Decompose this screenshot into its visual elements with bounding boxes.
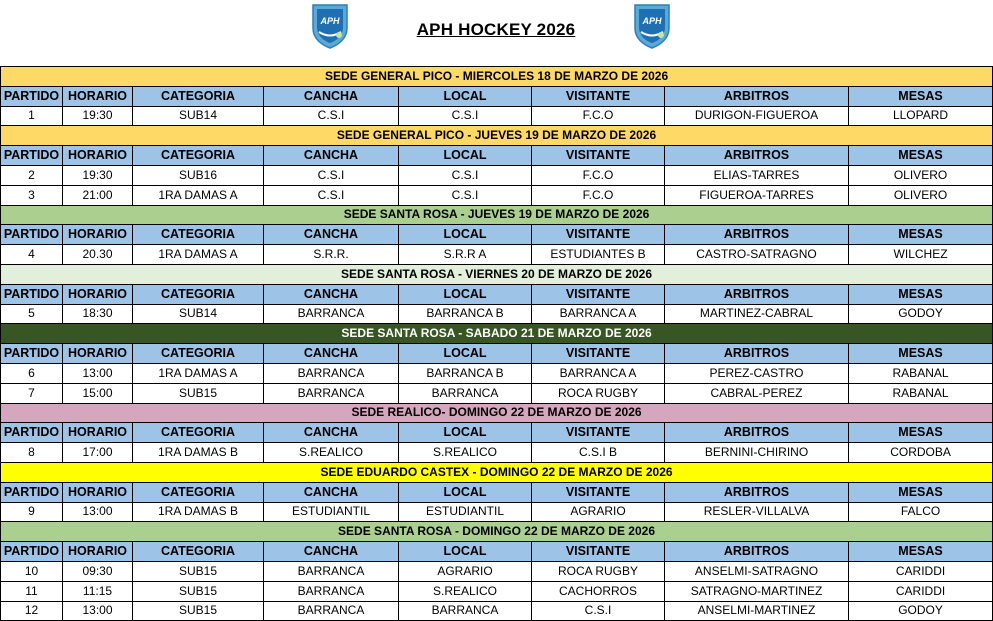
column-header-mesas: MESAS bbox=[849, 542, 993, 562]
column-header-arbitros: ARBITROS bbox=[665, 423, 849, 443]
column-header-cancha: CANCHA bbox=[264, 86, 399, 106]
match-categoria-cell: SUB15 bbox=[133, 581, 264, 601]
match-categoria-cell: SUB15 bbox=[133, 601, 264, 621]
match-row bbox=[1, 383, 993, 403]
match-row bbox=[1, 443, 993, 463]
match-categoria-cell: 1RA DAMAS A bbox=[133, 245, 264, 265]
match-arbitros-cell: ELIAS-TARRES bbox=[665, 165, 849, 185]
match-row bbox=[1, 581, 993, 601]
column-header-cancha: CANCHA bbox=[264, 344, 399, 364]
column-header-visitante: VISITANTE bbox=[532, 542, 665, 562]
match-local-cell: BARRANCA B bbox=[399, 304, 532, 324]
venue-header-row bbox=[1, 462, 993, 482]
match-visitante-cell: C.S.I bbox=[532, 601, 665, 621]
match-visitante-cell: C.S.I B bbox=[532, 443, 665, 463]
venue-header-row bbox=[1, 403, 993, 423]
column-header-mesas: MESAS bbox=[849, 86, 993, 106]
column-header-visitante: VISITANTE bbox=[532, 146, 665, 166]
column-header-partido: PARTIDO bbox=[1, 423, 63, 443]
match-categoria-cell: 1RA DAMAS A bbox=[133, 185, 264, 205]
match-cancha-cell: BARRANCA bbox=[264, 561, 399, 581]
logo-text-left: APH bbox=[320, 16, 340, 26]
match-row bbox=[1, 363, 993, 383]
column-header-categoria: CATEGORIA bbox=[133, 482, 264, 502]
match-row bbox=[1, 304, 993, 324]
match-visitante-cell: AGRARIO bbox=[532, 502, 665, 522]
match-cancha-cell: BARRANCA bbox=[264, 304, 399, 324]
match-local-cell: BARRANCA bbox=[399, 601, 532, 621]
column-header-categoria: CATEGORIA bbox=[133, 225, 264, 245]
match-categoria-cell: SUB14 bbox=[133, 106, 264, 126]
venue-header-row bbox=[1, 67, 993, 87]
match-mesas-cell: CORDOBA bbox=[849, 443, 993, 463]
column-header-arbitros: ARBITROS bbox=[665, 225, 849, 245]
column-header-row bbox=[1, 542, 993, 562]
match-partido-cell: 8 bbox=[1, 443, 63, 463]
match-arbitros-cell: DURIGON-FIGUEROA bbox=[665, 106, 849, 126]
match-mesas-cell: OLIVERO bbox=[849, 165, 993, 185]
match-cancha-cell: C.S.I bbox=[264, 185, 399, 205]
column-header-row bbox=[1, 225, 993, 245]
column-header-mesas: MESAS bbox=[849, 284, 993, 304]
column-header-categoria: CATEGORIA bbox=[133, 423, 264, 443]
column-header-horario: HORARIO bbox=[63, 542, 133, 562]
match-arbitros-cell: FIGUEROA-TARRES bbox=[665, 185, 849, 205]
column-header-local: LOCAL bbox=[399, 225, 532, 245]
match-visitante-cell: F.C.O bbox=[532, 106, 665, 126]
column-header-horario: HORARIO bbox=[63, 225, 133, 245]
match-cancha-cell: S.REALICO bbox=[264, 443, 399, 463]
column-header-cancha: CANCHA bbox=[264, 146, 399, 166]
match-categoria-cell: SUB14 bbox=[133, 304, 264, 324]
match-categoria-cell: 1RA DAMAS A bbox=[133, 363, 264, 383]
venue-title: SEDE REALICO- DOMINGO 22 DE MARZO DE 2026 bbox=[1, 403, 993, 423]
column-header-mesas: MESAS bbox=[849, 146, 993, 166]
column-header-horario: HORARIO bbox=[63, 423, 133, 443]
column-header-visitante: VISITANTE bbox=[532, 225, 665, 245]
logo-text-right: APH bbox=[642, 16, 662, 26]
venue-header-row bbox=[1, 264, 993, 284]
match-partido-cell: 10 bbox=[1, 561, 63, 581]
match-local-cell: BARRANCA B bbox=[399, 363, 532, 383]
column-header-categoria: CATEGORIA bbox=[133, 284, 264, 304]
column-header-mesas: MESAS bbox=[849, 423, 993, 443]
venue-title: SEDE SANTA ROSA - SABADO 21 DE MARZO DE 2026 bbox=[1, 324, 993, 344]
venue-title: SEDE SANTA ROSA - DOMINGO 22 DE MARZO DE 2026 bbox=[1, 522, 993, 542]
match-local-cell: C.S.I bbox=[399, 106, 532, 126]
fixture-table bbox=[0, 66, 993, 621]
column-header-row bbox=[1, 284, 993, 304]
column-header-arbitros: ARBITROS bbox=[665, 86, 849, 106]
venue-header-row bbox=[1, 324, 993, 344]
column-header-categoria: CATEGORIA bbox=[133, 86, 264, 106]
match-partido-cell: 6 bbox=[1, 363, 63, 383]
column-header-local: LOCAL bbox=[399, 86, 532, 106]
match-local-cell: C.S.I bbox=[399, 185, 532, 205]
match-cancha-cell: BARRANCA bbox=[264, 581, 399, 601]
match-mesas-cell: CARIDDI bbox=[849, 561, 993, 581]
column-header-horario: HORARIO bbox=[63, 344, 133, 364]
match-row bbox=[1, 106, 993, 126]
venue-header-row bbox=[1, 126, 993, 146]
column-header-local: LOCAL bbox=[399, 423, 532, 443]
match-visitante-cell: ESTUDIANTES B bbox=[532, 245, 665, 265]
column-header-cancha: CANCHA bbox=[264, 423, 399, 443]
match-row bbox=[1, 601, 993, 621]
venue-title: SEDE SANTA ROSA - JUEVES 19 DE MARZO DE 2026 bbox=[1, 205, 993, 225]
match-horario-cell: 18:30 bbox=[63, 304, 133, 324]
match-mesas-cell: OLIVERO bbox=[849, 185, 993, 205]
aph-logo-left bbox=[310, 2, 350, 50]
column-header-partido: PARTIDO bbox=[1, 86, 63, 106]
match-mesas-cell: WILCHEZ bbox=[849, 245, 993, 265]
match-mesas-cell: RABANAL bbox=[849, 363, 993, 383]
column-header-cancha: CANCHA bbox=[264, 542, 399, 562]
column-header-row bbox=[1, 344, 993, 364]
match-mesas-cell: GODOY bbox=[849, 601, 993, 621]
match-arbitros-cell: MARTINEZ-CABRAL bbox=[665, 304, 849, 324]
column-header-arbitros: ARBITROS bbox=[665, 146, 849, 166]
match-mesas-cell: GODOY bbox=[849, 304, 993, 324]
match-local-cell: S.R.R A bbox=[399, 245, 532, 265]
match-partido-cell: 11 bbox=[1, 581, 63, 601]
column-header-partido: PARTIDO bbox=[1, 344, 63, 364]
venue-title: SEDE GENERAL PICO - JUEVES 19 DE MARZO DE 2026 bbox=[1, 126, 993, 146]
match-horario-cell: 17:00 bbox=[63, 443, 133, 463]
match-visitante-cell: ROCA RUGBY bbox=[532, 383, 665, 403]
match-arbitros-cell: BERNINI-CHIRINO bbox=[665, 443, 849, 463]
match-categoria-cell: 1RA DAMAS B bbox=[133, 502, 264, 522]
match-horario-cell: 13:00 bbox=[63, 363, 133, 383]
match-horario-cell: 20.30 bbox=[63, 245, 133, 265]
match-partido-cell: 4 bbox=[1, 245, 63, 265]
match-horario-cell: 19:30 bbox=[63, 165, 133, 185]
column-header-local: LOCAL bbox=[399, 542, 532, 562]
match-arbitros-cell: PEREZ-CASTRO bbox=[665, 363, 849, 383]
column-header-categoria: CATEGORIA bbox=[133, 542, 264, 562]
match-categoria-cell: SUB16 bbox=[133, 165, 264, 185]
match-categoria-cell: 1RA DAMAS B bbox=[133, 443, 264, 463]
match-horario-cell: 09:30 bbox=[63, 561, 133, 581]
match-local-cell: ESTUDIANTIL bbox=[399, 502, 532, 522]
match-visitante-cell: F.C.O bbox=[532, 185, 665, 205]
match-horario-cell: 13:00 bbox=[63, 601, 133, 621]
match-partido-cell: 7 bbox=[1, 383, 63, 403]
match-row bbox=[1, 165, 993, 185]
column-header-arbitros: ARBITROS bbox=[665, 284, 849, 304]
match-horario-cell: 21:00 bbox=[63, 185, 133, 205]
venue-header-row bbox=[1, 205, 993, 225]
match-row bbox=[1, 502, 993, 522]
venue-header-row bbox=[1, 522, 993, 542]
match-horario-cell: 19:30 bbox=[63, 106, 133, 126]
match-mesas-cell: CARIDDI bbox=[849, 581, 993, 601]
column-header-mesas: MESAS bbox=[849, 225, 993, 245]
column-header-visitante: VISITANTE bbox=[532, 344, 665, 364]
column-header-cancha: CANCHA bbox=[264, 225, 399, 245]
venue-title: SEDE SANTA ROSA - VIERNES 20 DE MARZO DE 2026 bbox=[1, 264, 993, 284]
match-horario-cell: 13:00 bbox=[63, 502, 133, 522]
match-local-cell: C.S.I bbox=[399, 165, 532, 185]
match-cancha-cell: BARRANCA bbox=[264, 383, 399, 403]
column-header-row bbox=[1, 146, 993, 166]
match-visitante-cell: CACHORROS bbox=[532, 581, 665, 601]
column-header-local: LOCAL bbox=[399, 482, 532, 502]
match-cancha-cell: S.R.R. bbox=[264, 245, 399, 265]
column-header-arbitros: ARBITROS bbox=[665, 344, 849, 364]
match-partido-cell: 12 bbox=[1, 601, 63, 621]
column-header-mesas: MESAS bbox=[849, 482, 993, 502]
column-header-horario: HORARIO bbox=[63, 86, 133, 106]
column-header-arbitros: ARBITROS bbox=[665, 542, 849, 562]
match-visitante-cell: BARRANCA A bbox=[532, 304, 665, 324]
match-local-cell: BARRANCA bbox=[399, 383, 532, 403]
page-title: APH HOCKEY 2026 bbox=[416, 20, 576, 39]
venue-title: SEDE GENERAL PICO - MIERCOLES 18 DE MARZO DE 2026 bbox=[1, 67, 993, 87]
match-partido-cell: 5 bbox=[1, 304, 63, 324]
match-cancha-cell: C.S.I bbox=[264, 106, 399, 126]
column-header-partido: PARTIDO bbox=[1, 482, 63, 502]
match-mesas-cell: FALCO bbox=[849, 502, 993, 522]
match-row bbox=[1, 245, 993, 265]
column-header-arbitros: ARBITROS bbox=[665, 482, 849, 502]
column-header-categoria: CATEGORIA bbox=[133, 344, 264, 364]
column-header-mesas: MESAS bbox=[849, 344, 993, 364]
match-partido-cell: 9 bbox=[1, 502, 63, 522]
match-horario-cell: 15:00 bbox=[63, 383, 133, 403]
column-header-row bbox=[1, 86, 993, 106]
match-arbitros-cell: RESLER-VILLALVA bbox=[665, 502, 849, 522]
column-header-cancha: CANCHA bbox=[264, 482, 399, 502]
match-arbitros-cell: CABRAL-PEREZ bbox=[665, 383, 849, 403]
match-partido-cell: 2 bbox=[1, 165, 63, 185]
column-header-partido: PARTIDO bbox=[1, 225, 63, 245]
match-visitante-cell: ROCA RUGBY bbox=[532, 561, 665, 581]
match-arbitros-cell: SATRAGNO-MARTINEZ bbox=[665, 581, 849, 601]
match-arbitros-cell: ANSELMI-SATRAGNO bbox=[665, 561, 849, 581]
match-row bbox=[1, 185, 993, 205]
column-header-row bbox=[1, 482, 993, 502]
column-header-cancha: CANCHA bbox=[264, 284, 399, 304]
column-header-partido: PARTIDO bbox=[1, 542, 63, 562]
match-arbitros-cell: CASTRO-SATRAGNO bbox=[665, 245, 849, 265]
match-local-cell: S.REALICO bbox=[399, 581, 532, 601]
column-header-local: LOCAL bbox=[399, 344, 532, 364]
match-arbitros-cell: ANSELMI-MARTINEZ bbox=[665, 601, 849, 621]
column-header-local: LOCAL bbox=[399, 284, 532, 304]
match-categoria-cell: SUB15 bbox=[133, 561, 264, 581]
column-header-visitante: VISITANTE bbox=[532, 284, 665, 304]
match-cancha-cell: BARRANCA bbox=[264, 363, 399, 383]
column-header-visitante: VISITANTE bbox=[532, 86, 665, 106]
column-header-partido: PARTIDO bbox=[1, 146, 63, 166]
match-cancha-cell: ESTUDIANTIL bbox=[264, 502, 399, 522]
column-header-local: LOCAL bbox=[399, 146, 532, 166]
column-header-partido: PARTIDO bbox=[1, 284, 63, 304]
match-horario-cell: 11:15 bbox=[63, 581, 133, 601]
column-header-visitante: VISITANTE bbox=[532, 482, 665, 502]
venue-title: SEDE EDUARDO CASTEX - DOMINGO 22 DE MARZO DE 2026 bbox=[1, 462, 993, 482]
column-header-visitante: VISITANTE bbox=[532, 423, 665, 443]
column-header-horario: HORARIO bbox=[63, 146, 133, 166]
match-cancha-cell: BARRANCA bbox=[264, 601, 399, 621]
match-categoria-cell: SUB15 bbox=[133, 383, 264, 403]
column-header-row bbox=[1, 423, 993, 443]
match-partido-cell: 1 bbox=[1, 106, 63, 126]
match-row bbox=[1, 561, 993, 581]
aph-logo-right bbox=[632, 2, 672, 50]
match-mesas-cell: RABANAL bbox=[849, 383, 993, 403]
column-header-horario: HORARIO bbox=[63, 284, 133, 304]
match-cancha-cell: C.S.I bbox=[264, 165, 399, 185]
column-header-horario: HORARIO bbox=[63, 482, 133, 502]
match-mesas-cell: LLOPARD bbox=[849, 106, 993, 126]
column-header-categoria: CATEGORIA bbox=[133, 146, 264, 166]
match-visitante-cell: BARRANCA A bbox=[532, 363, 665, 383]
match-partido-cell: 3 bbox=[1, 185, 63, 205]
match-visitante-cell: F.C.O bbox=[532, 165, 665, 185]
match-local-cell: S.REALICO bbox=[399, 443, 532, 463]
match-local-cell: AGRARIO bbox=[399, 561, 532, 581]
